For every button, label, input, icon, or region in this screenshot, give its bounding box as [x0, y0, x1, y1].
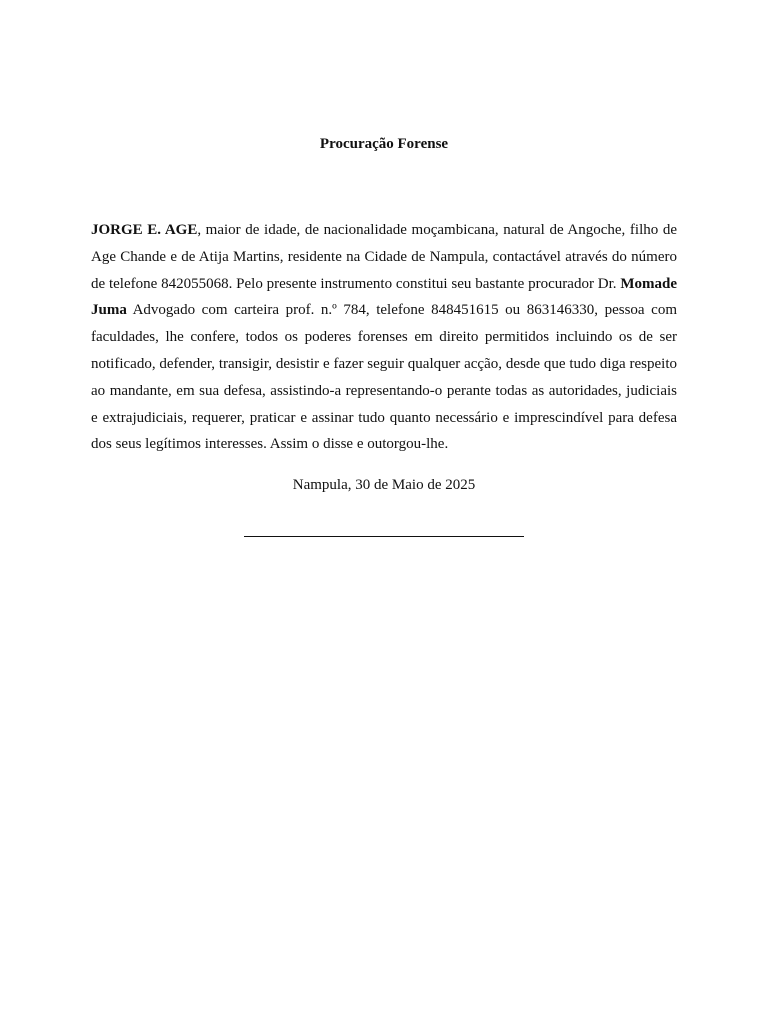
grantor-name: JORGE E. AGE	[91, 222, 198, 238]
signature-line	[244, 536, 524, 537]
place-and-date: Nampula, 30 de Maio de 2025	[292, 477, 476, 493]
attorney-name: Momade Juma	[91, 275, 677, 319]
paragraph-text-part-2: Advogado com carteira prof. n.º 784, telefone 848451615 ou 863146330, pessoa com faculdades, lhe confere, todos os poderes forenses em direito permitidos incluindo os de ser notificado, defender, transigir, desistir e fazer seguir qualquer acção, desde que tudo diga respeito ao mandante, em sua defesa, assistindo-a representando-o perante todas as autoridades, judiciais e extrajudiciais, requerer, praticar e assinar tudo quanto necessário e imprescindível para defesa dos seus legítimos interesses. Assim o disse e outorgou-lhe.	[91, 302, 677, 453]
paragraph-text-part-1: , maior de idade, de nacionalidade moçambicana, natural de Angoche, filho de Age Chande e de Atija Martins, residente na Cidade de Nampula, contactável através do número de telefone 842055068. Pelo presente instrumento constitui seu bastante procurador Dr.	[91, 222, 677, 292]
document-title: Procuração Forense	[319, 136, 449, 152]
power-of-attorney-paragraph	[91, 217, 677, 458]
